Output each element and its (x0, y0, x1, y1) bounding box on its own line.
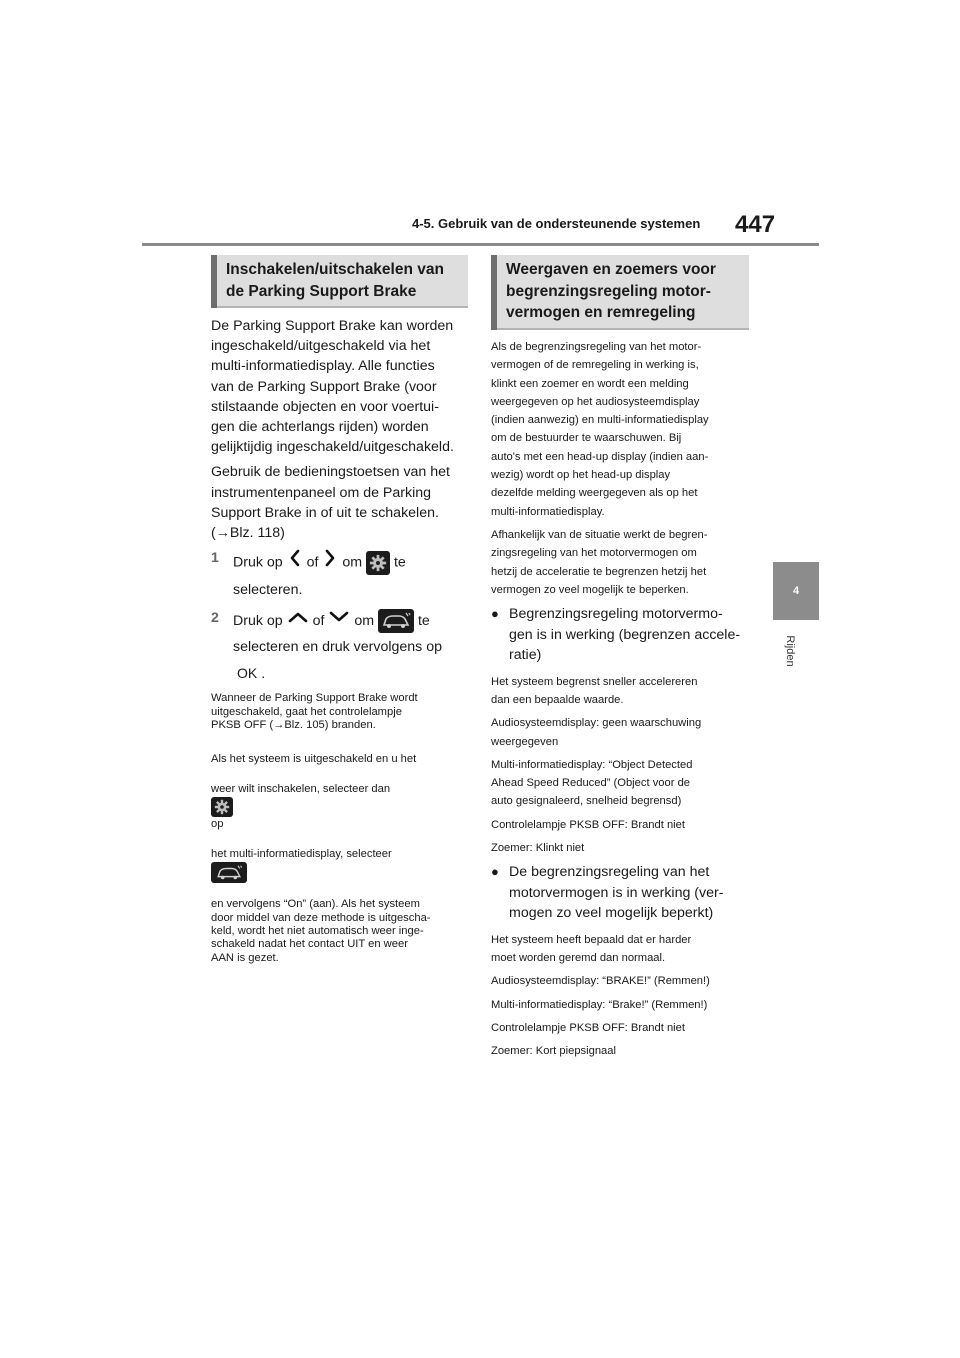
b1-line: Het systeem begrenst sneller accelereren dan een bepaalde waarde. (491, 675, 698, 706)
bullet-2-text: De begrenzingsregeling van het motorvermogen is in werking (ver- mogen zo veel mogelijk beperkt) (509, 864, 724, 922)
left-note-1: Wanneer de Parking Support Brake wordt uitgeschakeld, gaat het controlelampje PKSB OFF (→Blz. 105) branden. (211, 692, 418, 732)
chevron-down-icon (328, 608, 350, 634)
left-paragraph-1: De Parking Support Brake kan worden ingeschakeld/uitgeschakeld via het multi-informatiedisplay. Alle functies van de Parking Support Brake (voor stilstaande objecten en voor voertui- gen die achterlangs rijden) worden gelijktijdig ingeschakeld/uitgeschakeld. (211, 318, 454, 456)
b1-line: Zoemer: Klinkt niet (491, 842, 585, 855)
car-warning-icon (378, 609, 414, 633)
page-number: 447 (735, 211, 776, 238)
chevron-left-icon (287, 548, 303, 577)
chevron-right-icon (322, 548, 338, 577)
step-1-text: Druk op (233, 554, 283, 571)
step-2-number: 2 (211, 610, 219, 627)
chapter-number: 4 (792, 585, 800, 597)
step-2 (211, 608, 476, 687)
chapter-label: Rijden (784, 635, 796, 667)
left-note-2 (211, 737, 476, 965)
ok-button-symbol: OK (237, 665, 258, 682)
step-2-rest: selecteren en druk vervolgens op (233, 639, 442, 656)
chevron-up-icon (287, 608, 309, 634)
settings-gear-icon-small (211, 797, 233, 817)
left-column (211, 316, 476, 971)
step-1-te: te (393, 554, 406, 571)
right-heading-text: Weergaven en zoemers voor begrenzingsregeling motor- vermogen en remregeling (506, 261, 716, 322)
right-paragraph-1: Als de begrenzingsregeling van het motor- vermogen of de remregeling in werking is, klinkt een zoemer en wordt een melding weergegeven op het audiosysteemdisplay (indien aanwezig) en multi-informatiedisplay om de bestuurder te waarschuwen. Bij auto's met een head-up display (indien aan- wezig) wordt op het head-up display dezelfde melding weergegeven als op het multi-informatiedisplay. (491, 341, 709, 518)
settings-gear-icon (366, 551, 390, 575)
b2-line: Het systeem heeft bepaald dat er harder moet worden geremd dan normaal. (491, 933, 692, 965)
note2-line-2: weer wilt inschakelen, selecteer dan (211, 783, 391, 796)
left-paragraph-2: Gebruik de bedieningstoetsen van het instrumentenpaneel om de Parking Support Brake in of uit te schakelen. (→Blz. 118) (211, 464, 450, 542)
b2-line: Controlelampje PKSB OFF: Brandt niet (491, 1022, 686, 1035)
b1-line: Controlelampje PKSB OFF: Brandt niet (491, 818, 686, 831)
step-1-selecteren: selecteren. (233, 582, 303, 599)
left-section-heading (211, 255, 468, 308)
right-column (491, 338, 753, 1066)
bullet-dot-icon: ● (491, 606, 499, 622)
header-divider (142, 243, 819, 246)
car-warning-icon-small (211, 862, 247, 883)
step-1-of: of (306, 554, 319, 571)
bullet-dot-icon: ● (491, 864, 499, 880)
bullet-1 (491, 604, 753, 666)
b2-line: Multi-informatiedisplay: “Brake!” (Remmen!) (491, 998, 708, 1011)
step-1 (211, 548, 476, 603)
step-1-om: om (342, 554, 363, 571)
step-2-te: te (417, 613, 430, 630)
note2-line-1: Als het systeem is uitgeschakeld en u het (211, 753, 417, 766)
b2-line: Audiosysteemdisplay: “BRAKE!” (Remmen!) (491, 975, 710, 988)
b2-line: Zoemer: Kort piepsignaal (491, 1045, 616, 1058)
b1-line: Audiosysteemdisplay: geen waarschuwing weergegeven (491, 717, 702, 748)
step-2-text: Druk op (233, 613, 283, 630)
note2-op: op (211, 818, 224, 831)
left-heading-text: Inschakelen/uitschakelen van de Parking Support Brake (226, 261, 444, 300)
section-title: 4-5. Gebruik van de ondersteunende systemen (412, 216, 701, 231)
right-section-heading (491, 255, 749, 330)
b1-line: Multi-informatiedisplay: “Object Detected Ahead Speed Reduced” (Object voor de auto gesignaleerd, snelheid begrensd) (491, 758, 693, 808)
step-1-number: 1 (211, 550, 219, 567)
right-paragraph-2: Afhankelijk van de situatie werkt de begren- zingsregeling van het motorvermogen om hetzij de acceleratie te begrenzen hetzij het vermogen zo veel mogelijk te beperken. (491, 528, 708, 596)
note2-line-4: en vervolgens “On” (aan). Als het systeem door middel van deze methode is uitgescha- keld, wordt het niet automatisch weer inge- schakeld nadat het contact UIT en weer AAN is gezet. (211, 898, 431, 964)
note2-line-3: het multi-informatiedisplay, selecteer (211, 848, 392, 861)
bullet-1-text: Begrenzingsregeling motorvermo- gen is in werking (begrenzen accele- ratie) (509, 606, 741, 664)
step-2-om: om (354, 613, 375, 630)
step-2-end: . (261, 666, 266, 683)
bullet-2 (491, 862, 753, 924)
chapter-tab[interactable] (773, 562, 819, 620)
step-2-of: of (312, 613, 325, 630)
